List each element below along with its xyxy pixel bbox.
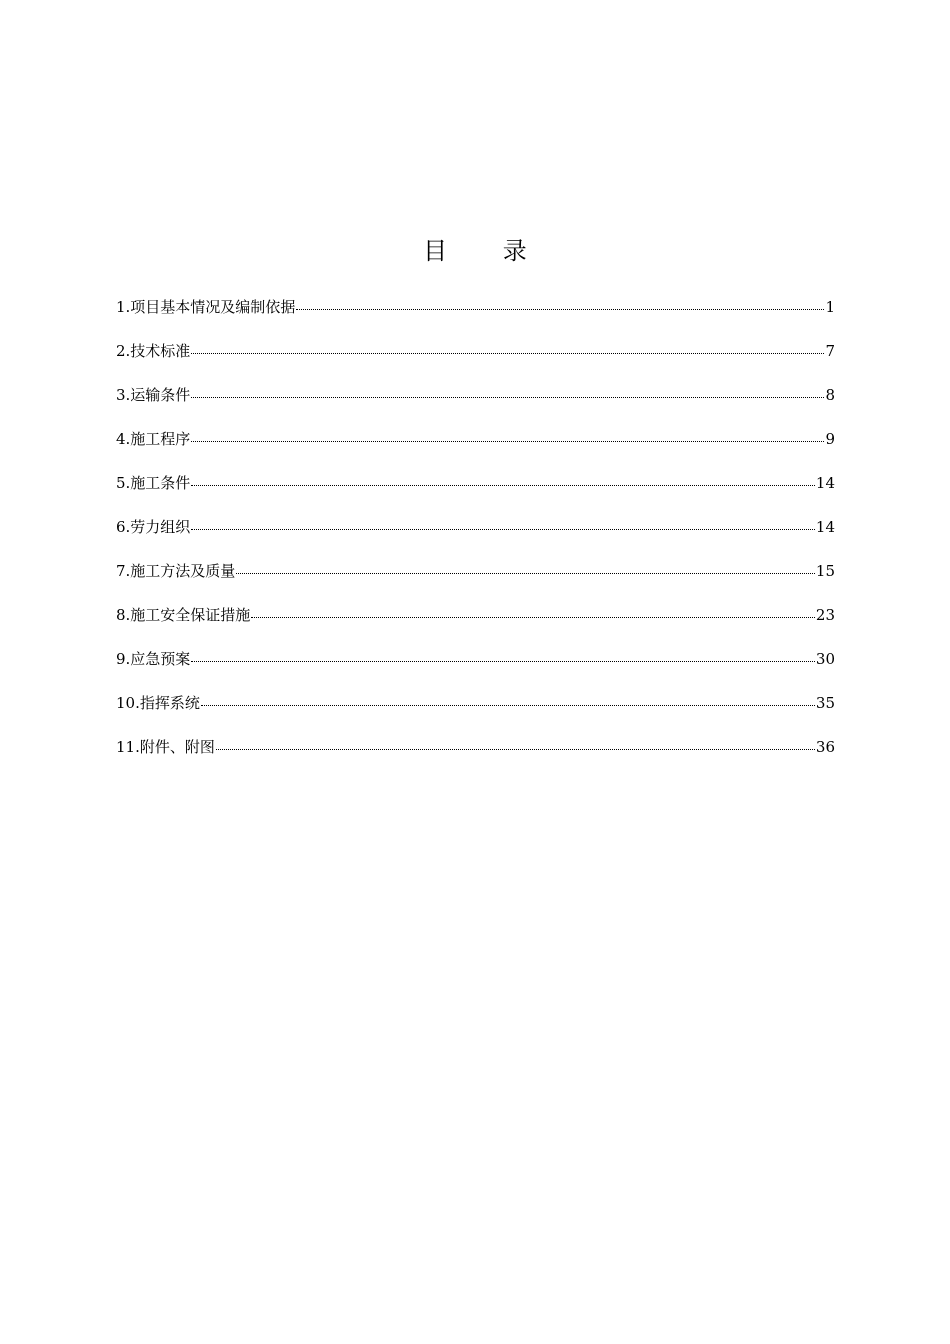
toc-entry-page: 14 — [815, 474, 835, 492]
toc-dot-leader — [191, 342, 824, 356]
toc-entry-8[interactable] — [116, 604, 835, 648]
toc-entry-4[interactable] — [116, 428, 835, 472]
toc-dot-leader — [236, 562, 815, 576]
toc-entry-page: 1 — [825, 298, 835, 316]
toc-dot-leader — [191, 386, 824, 400]
toc-entry-label: 11.附件、附图 — [116, 738, 215, 756]
toc-dot-leader — [191, 650, 815, 664]
toc-dot-leader — [191, 474, 815, 488]
toc-entry-label: 2.技术标准 — [116, 342, 191, 360]
toc-entry-page: 36 — [815, 738, 835, 756]
toc-entry-10[interactable] — [116, 692, 835, 736]
toc-entry-label: 10.指挥系统 — [116, 694, 200, 712]
toc-entry-page: 15 — [815, 562, 835, 580]
toc-dot-leader — [191, 518, 815, 532]
toc-entry-page: 9 — [825, 430, 835, 448]
toc-title: 目 录 — [423, 237, 551, 265]
toc-entry-page: 7 — [825, 342, 835, 360]
toc-entry-page: 35 — [815, 694, 835, 712]
toc-entry-label: 3.运输条件 — [116, 386, 191, 404]
toc-entry-11[interactable] — [116, 736, 835, 780]
toc-dot-leader — [216, 738, 815, 752]
toc-entry-3[interactable] — [116, 384, 835, 428]
toc-dot-leader — [251, 606, 815, 620]
toc-entry-label: 9.应急预案 — [116, 650, 191, 668]
toc-entry-page: 30 — [815, 650, 835, 668]
toc-entry-label: 1.项目基本情况及编制依据 — [116, 298, 296, 316]
toc-entry-label: 8.施工安全保证措施 — [116, 606, 251, 624]
toc-entry-page: 23 — [815, 606, 835, 624]
toc-dot-leader — [201, 694, 815, 708]
toc-entry-2[interactable] — [116, 340, 835, 384]
toc-dot-leader — [296, 298, 824, 312]
toc-entry-5[interactable] — [116, 472, 835, 516]
toc-entry-9[interactable] — [116, 648, 835, 692]
toc-list — [116, 296, 835, 780]
toc-entry-page: 8 — [825, 386, 835, 404]
toc-entry-6[interactable] — [116, 516, 835, 560]
toc-entry-label: 4.施工程序 — [116, 430, 191, 448]
toc-entry-label: 5.施工条件 — [116, 474, 191, 492]
toc-entry-page: 14 — [815, 518, 835, 536]
toc-entry-7[interactable] — [116, 560, 835, 604]
toc-entry-label: 7.施工方法及质量 — [116, 562, 236, 580]
toc-entry-1[interactable] — [116, 296, 835, 340]
toc-entry-label: 6.劳力组织 — [116, 518, 191, 536]
toc-dot-leader — [191, 430, 824, 444]
